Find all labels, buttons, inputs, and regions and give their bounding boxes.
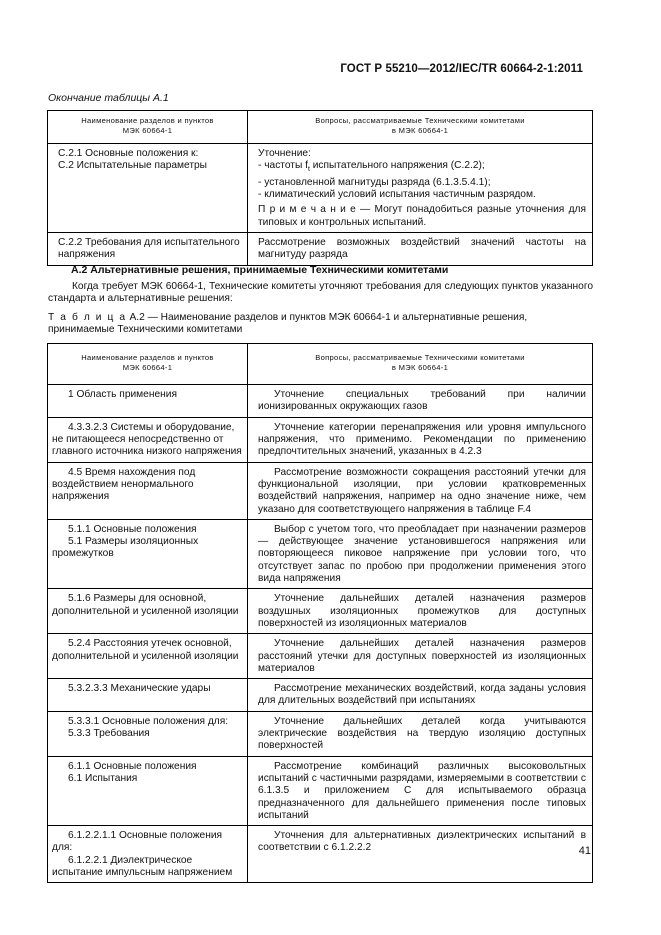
table-row bbox=[48, 711, 593, 756]
table2-cell-right bbox=[248, 462, 593, 519]
cell-line: 1 Область применения bbox=[68, 389, 177, 401]
table-row bbox=[48, 462, 593, 519]
table2-cell-right bbox=[248, 385, 593, 418]
table2-col1-header: Наименование разделов и пунктов МЭК 60664-1 bbox=[48, 344, 248, 385]
table2-cell-right bbox=[248, 711, 593, 756]
table2-cell-left bbox=[48, 826, 248, 883]
table-a1-end bbox=[47, 110, 593, 266]
table2-col2-header: Вопросы, рассматриваемые Техническими комитетами в МЭК 60664-1 bbox=[248, 344, 593, 385]
cell-line: 5.3.3 Требования bbox=[68, 728, 150, 740]
table2-caption: Т а б л и ц а А.2 — Наименование разделов и пунктов МЭК 60664-1 и альтернативные решения, принимаемые Техническими комитетами bbox=[48, 312, 528, 336]
table-row bbox=[48, 756, 593, 825]
table2-cell-left bbox=[48, 589, 248, 634]
cell-line: 6.1.2.2.1.1 Основные положения для: bbox=[52, 830, 223, 854]
cell-text: Рассмотрение комбинаций различных высоковольтных испытаний с частичными разрядами, измеряемыми в соответствии с 6.1.3.5 и приложением С для испытываемого образца предназначенного для дальнейшего применения после типовых испытаний bbox=[258, 760, 586, 821]
cell-text: Рассмотрение механических воздействий, когда заданы условия для длительных воздействий при испытаниях bbox=[258, 683, 586, 707]
table2-cell-right bbox=[248, 634, 593, 679]
cell-line: 6.1 Испытания bbox=[68, 772, 138, 784]
table2-cell-right bbox=[248, 417, 593, 462]
table2-cell-left bbox=[48, 385, 248, 418]
table2-cell-left bbox=[48, 756, 248, 825]
table-row bbox=[48, 519, 593, 588]
table-row bbox=[48, 385, 593, 418]
cell-line: 5.1.1 Основные положения bbox=[68, 523, 197, 535]
cell-text: Уточнение дальнейших деталей когда учитываются электрические воздействия на твердую изоляцию доступных поверхностей bbox=[258, 715, 586, 752]
table2-header-row bbox=[48, 344, 593, 385]
table-row bbox=[48, 417, 593, 462]
cell-line: 5.3.3.1 Основные положения для: bbox=[68, 715, 229, 727]
table1-row2-right: Рассмотрение возможных воздействий значений частоты на магнитуду разряда bbox=[248, 233, 593, 266]
cell-text: Уточнения для альтернативных диэлектрических испытаний в соответствии с 6.1.2.2.2 bbox=[258, 830, 586, 854]
cell-line: 5.1.6 Размеры для основной, дополнительной и усиленной изоляции bbox=[52, 593, 239, 617]
section-paragraph: Когда требует МЭК 60664-1, Технические комитеты уточняют требования для следующих пунктов указанного стандарта и альтернативные решения: bbox=[48, 281, 593, 305]
table2-cell-right bbox=[248, 756, 593, 825]
table2-cell-left bbox=[48, 634, 248, 679]
cell-text: Уточнение специальных требований при наличии ионизированных окружающих газов bbox=[258, 389, 586, 413]
table1-row2-left: С.2.2 Требования для испытательного напряжения bbox=[48, 233, 248, 266]
cell-text: Уточнение дальнейших деталей назначения размеров расстояний утечки для доступных поверхностей из изоляционных материалов bbox=[258, 638, 586, 674]
table2-cell-left bbox=[48, 417, 248, 462]
table1-header-row bbox=[48, 111, 593, 144]
table2-cell-right bbox=[248, 679, 593, 712]
table-row bbox=[48, 634, 593, 679]
table-a2 bbox=[47, 343, 593, 883]
cell-line: 4.5 Время нахождения под воздействием ненормального напряжения bbox=[52, 466, 196, 503]
table-row bbox=[48, 679, 593, 712]
table-row bbox=[48, 589, 593, 634]
table2-cell-left bbox=[48, 462, 248, 519]
cell-text: Уточнение дальнейших деталей назначения размеров воздушных изоляционных промежутков для доступных поверхностей из изоляционных материалов bbox=[258, 593, 586, 629]
table2-cell-right bbox=[248, 519, 593, 588]
table-row bbox=[48, 144, 593, 233]
cell-text: Уточнение категории перенапряжения или уровня импульсного напряжения, что применимо. Рекомендации по применению предпочтительных значений, указанных в 4.2.3 bbox=[258, 421, 586, 458]
table1-col1-header: Наименование разделов и пунктов МЭК 60664-1 bbox=[48, 111, 248, 144]
table2-cell-left bbox=[48, 519, 248, 588]
table2-cell-right bbox=[248, 826, 593, 883]
table1-row1-right: Уточнение: - частоты $f_t$ испытательного напряжения (С.2.2); - установленной магнитуды разряда (6.1.3.5.4.1); - климатический условий испытания частичным разрядом. П р и м е ч а н и е — Могут понадобиться разные уточнения для типовых и контрольных испытаний. bbox=[248, 144, 593, 233]
table2-cell-left bbox=[48, 679, 248, 712]
cell-line: 5.2.4 Расстояния утечек основной, дополнительной и усиленной изоляции bbox=[52, 638, 239, 662]
cell-line: 6.1.2.2.1 Диэлектрическое испытание импульсным напряжением bbox=[52, 854, 233, 878]
cell-line: 6.1.1 Основные положения bbox=[68, 760, 197, 772]
table1-caption: Окончание таблицы А.1 bbox=[48, 92, 169, 104]
table1-col2-header: Вопросы, рассматриваемые Техническими комитетами в МЭК 60664-1 bbox=[248, 111, 593, 144]
table1-row1-left: С.2.1 Основные положения к: С.2 Испытательные параметры bbox=[48, 144, 248, 233]
page-number: 41 bbox=[578, 845, 591, 857]
standard-header: ГОСТ Р 55210—2012/IEC/TR 60664-2-1:2011 bbox=[340, 63, 583, 75]
cell-text: Выбор с учетом того, что преобладает при назначении размеров — действующее значение установившегося напряжения или повторяющееся пиковое напряжение при условии того, что отсутствует запас по пробою при продолжении применения этого вида напряжения bbox=[258, 523, 586, 585]
cell-line: 4.3.3.2.3 Системы и оборудование, не питающееся непосредственно от главного источника низкого напряжения bbox=[52, 421, 242, 458]
table1-note: П р и м е ч а н и е — Могут понадобиться разные уточнения для типовых и контрольных испытаний. bbox=[258, 204, 586, 228]
table-row bbox=[48, 826, 593, 883]
cell-line: 5.1 Размеры изоляционных промежутков bbox=[52, 536, 199, 560]
section-heading: А.2 Альтернативные решения, принимаемые Техническими комитетами bbox=[71, 264, 449, 276]
cell-line: 5.3.2.3.3 Механические удары bbox=[68, 683, 211, 695]
table-row bbox=[48, 233, 593, 266]
table2-cell-left bbox=[48, 711, 248, 756]
table2-cell-right bbox=[248, 589, 593, 634]
cell-text: Рассмотрение возможности сокращения расстояний утечки для функциональной изоляции, при условии кратковременных воздействий напряжения, например на одно значение ниже, чем указано для соответствующего напряжения в таблице F.4 bbox=[258, 466, 586, 515]
